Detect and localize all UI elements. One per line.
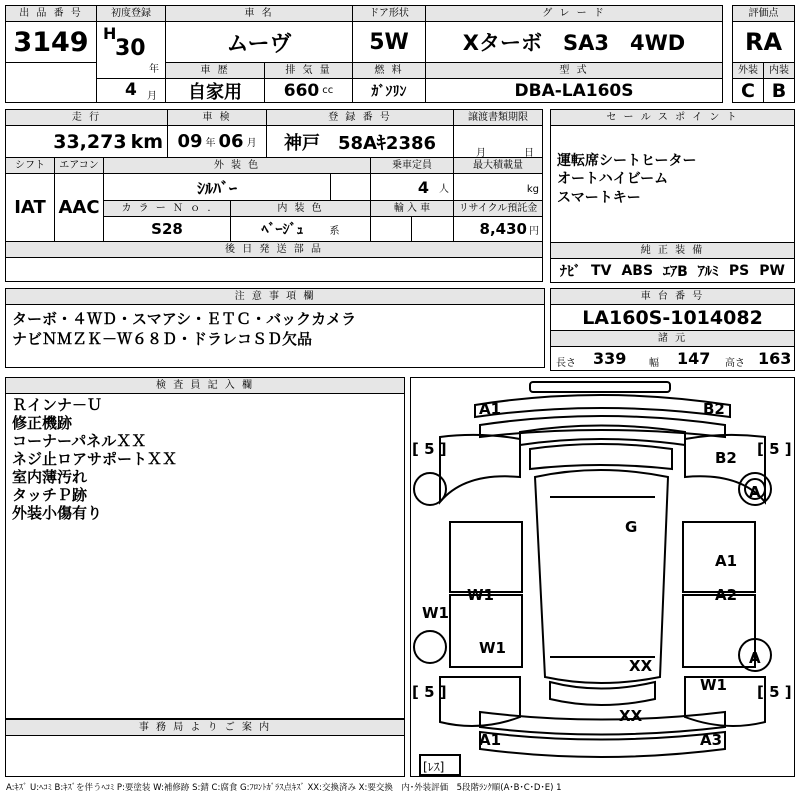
interior-grade: B xyxy=(763,78,795,103)
mark-g-glass: G xyxy=(625,518,638,536)
transfer-month: 月 xyxy=(476,148,486,158)
outline-rear-bumper xyxy=(480,712,725,735)
month-unit: 月 xyxy=(147,91,157,102)
fuel-label: 燃 料 xyxy=(352,62,426,79)
outline-windshield xyxy=(530,444,672,469)
sales-point: オートハイビーム xyxy=(557,171,669,188)
mark-a-right-front: A xyxy=(749,483,761,501)
insp-year: 09 xyxy=(177,131,203,152)
outline-front-bumper xyxy=(475,395,730,417)
height: 163 xyxy=(758,349,792,368)
import-cell-2 xyxy=(411,216,454,242)
reg-year: 30 xyxy=(115,36,146,61)
inspection-cell xyxy=(167,125,267,158)
notes-label: 注 意 事 項 欄 xyxy=(5,288,545,305)
insp-year-unit: 年 xyxy=(205,138,216,149)
car-diagram xyxy=(410,377,795,777)
recycle-label: リサイクル預託金 xyxy=(453,200,543,217)
sales-point: スマートキー xyxy=(557,189,641,206)
mark-w1-left-side: W1 xyxy=(422,604,449,622)
history-label: 車 歴 xyxy=(165,62,265,79)
bracket-bottom-left: [ 5 ] xyxy=(412,683,447,701)
outline-right-rear-door xyxy=(683,595,755,667)
year-unit: 年 xyxy=(149,64,159,75)
outline-front-left-fender xyxy=(440,435,520,502)
car-name-label: 車 名 xyxy=(165,5,353,22)
int-color-label: 内 装 色 xyxy=(230,200,371,217)
load-unit: kg xyxy=(526,184,539,195)
reg-number: 神戸 58Aｷ2386 xyxy=(266,125,454,158)
color-label: 外 装 色 xyxy=(103,157,371,174)
door-label: ドア形状 xyxy=(352,5,426,22)
note-line: ターボ・４ＷＤ・スマアシ・ＥＴＣ・バックカメラ xyxy=(12,310,357,328)
color-no-label: カ ラ ー Ｎ ｏ . xyxy=(103,200,231,217)
dims-cell xyxy=(550,346,795,371)
genuine-label: 純 正 装 備 xyxy=(550,242,795,259)
width: 147 xyxy=(677,349,711,368)
transfer-cell xyxy=(453,125,543,158)
wheel-rear-left xyxy=(414,631,446,663)
outline-left-front-door xyxy=(450,522,522,592)
transfer-day: 日 xyxy=(524,148,534,158)
inspector-label: 検 査 員 記 入 欄 xyxy=(5,377,405,394)
model: DBA-LA160S xyxy=(425,78,723,103)
transfer-label: 譲渡書類期限 xyxy=(453,109,543,126)
door-type: 5W xyxy=(352,21,426,63)
int-color-cell xyxy=(230,216,371,242)
outline-rear-hatch xyxy=(550,682,655,705)
genuine-item: ABS xyxy=(621,262,654,279)
mark-a2-right: A2 xyxy=(715,586,738,604)
ac: AAC xyxy=(54,173,104,242)
mark-w1-right-rear: W1 xyxy=(700,676,727,694)
mark-b2-front: B2 xyxy=(703,400,725,418)
int-color-unit: 系 xyxy=(329,225,340,237)
mark-xx-bumper: XX xyxy=(619,707,643,725)
load-label: 最大積載量 xyxy=(453,157,543,174)
genuine-item: PS xyxy=(728,262,750,279)
capacity-unit: 人 xyxy=(439,183,449,195)
later-parts-label: 後 日 発 送 部 品 xyxy=(5,241,543,258)
outline-top-bar xyxy=(530,382,670,392)
era-text: H xyxy=(103,24,117,43)
mark-a1-rear: A1 xyxy=(479,731,502,749)
length: 339 xyxy=(593,349,627,368)
lot-label: 出 品 番 号 xyxy=(5,5,97,22)
genuine-items xyxy=(550,258,795,283)
history: 自家用 xyxy=(165,78,265,103)
mark-a-right-rear: A xyxy=(749,649,761,667)
lot-blank xyxy=(5,62,97,103)
mark-w1-left: W1 xyxy=(467,586,494,604)
fuel: ｶﾞｿﾘﾝ xyxy=(352,78,426,103)
displacement-label: 排 気 量 xyxy=(264,62,353,79)
first-reg-label: 初度登録 xyxy=(96,5,166,22)
remark-line: ネジ止ロアサポートＸＸ xyxy=(12,450,178,468)
chassis-label: 車 台 番 号 xyxy=(550,288,795,305)
inspector-remarks xyxy=(5,393,405,719)
mark-xx-rear: XX xyxy=(629,657,653,675)
displacement-unit: cc xyxy=(322,85,334,96)
insp-month-unit: 月 xyxy=(246,138,257,149)
score-label: 評価点 xyxy=(732,5,795,22)
int-color: ﾍﾞｰｼﾞｭ xyxy=(261,222,304,238)
length-label: 長さ xyxy=(556,358,576,369)
mark-b2-fender: B2 xyxy=(715,449,737,467)
shift-label: シフト xyxy=(5,157,55,174)
outline-rear-bumper-lower xyxy=(480,732,725,757)
reg-month: 4 xyxy=(125,80,137,100)
genuine-item: ｱﾙﾐ xyxy=(697,263,719,280)
lot-number: 3149 xyxy=(5,21,97,63)
dims-label: 諸 元 xyxy=(550,330,795,347)
bracket-top-left: [ 5 ] xyxy=(412,440,447,458)
inspection-label: 車 検 xyxy=(167,109,267,126)
grade: Xターボ SA3 4WD xyxy=(425,21,723,63)
width-label: 幅 xyxy=(649,358,659,369)
mark-a1-right: A1 xyxy=(715,552,738,570)
mileage-cell xyxy=(5,125,168,158)
capacity: 4 xyxy=(417,177,429,197)
sales-point: 運転席シートヒーター xyxy=(557,153,697,169)
height-label: 高さ xyxy=(725,358,745,369)
genuine-item: ﾅﾋﾞ xyxy=(560,263,582,280)
interior-label: 内装 xyxy=(763,62,795,79)
later-parts xyxy=(5,257,543,282)
ac-label: エアコン xyxy=(54,157,104,174)
sales-points-label: セ ー ル ス ポ イ ン ト xyxy=(550,109,795,126)
chassis-number: LA160S-1014082 xyxy=(550,304,795,331)
mileage: 33,273 xyxy=(53,130,127,153)
mileage-unit: km xyxy=(130,130,163,153)
recycle-cell xyxy=(453,216,543,242)
displacement-cell xyxy=(264,78,353,103)
import-label: 輸 入 車 xyxy=(370,200,454,217)
bracket-top-right: [ 5 ] xyxy=(757,440,792,458)
recycle-unit: 円 xyxy=(529,225,539,237)
import-cell xyxy=(370,216,412,242)
capacity-cell xyxy=(370,173,454,201)
outline-body xyxy=(535,470,668,683)
notes xyxy=(5,304,545,368)
remark-line: 外装小傷有り xyxy=(12,504,103,522)
genuine-item: ｴｱB xyxy=(663,263,688,280)
genuine-item: PW xyxy=(759,262,785,279)
color-blank xyxy=(330,173,371,201)
remark-line: コーナーパネルＸＸ xyxy=(12,432,147,450)
car-name: ムーヴ xyxy=(165,21,353,63)
remark-line: 室内薄汚れ xyxy=(12,468,88,486)
shift: IAT xyxy=(5,173,55,242)
first-reg-month-cell xyxy=(96,78,166,103)
rest-label: [ﾚｽ] xyxy=(423,760,445,774)
load-cell xyxy=(453,173,543,201)
mark-a3-rear: A3 xyxy=(700,731,723,749)
remark-line: Ｒインナ－Ｕ xyxy=(12,396,103,414)
mileage-label: 走 行 xyxy=(5,109,168,126)
outline-hood xyxy=(520,426,685,446)
grade-label: グ レ ー ド xyxy=(425,5,723,22)
score: RA xyxy=(732,21,795,63)
genuine-item: TV xyxy=(591,262,612,279)
model-label: 型 式 xyxy=(425,62,723,79)
sales-points xyxy=(550,125,795,243)
bracket-bottom-right: [ 5 ] xyxy=(757,683,792,701)
legend: A:ｷｽﾞ U:ﾍｺﾐ B:ｷｽﾞを伴うﾍｺﾐ P:要塗装 W:補修跡 S:錆 C:腐食 G:ﾌﾛﾝﾄｶﾞﾗｽ点ｷｽﾞ XX:交換済み X:要交換 内･外装評価 5段階ﾗﾝｸ順(A･B･C･D･E) 1 xyxy=(6,783,562,793)
mark-a1-front: A1 xyxy=(479,400,502,418)
recycle: 8,430 xyxy=(479,220,527,238)
note-line: ナビＮＭＺＫ－Ｗ６８Ｄ・ドラレコＳＤ欠品 xyxy=(12,330,313,349)
mark-w1-left-rear: W1 xyxy=(479,639,506,657)
exterior-label: 外装 xyxy=(732,62,764,79)
capacity-label: 乗車定員 xyxy=(370,157,454,174)
first-reg-year-cell xyxy=(96,21,166,79)
exterior-grade: C xyxy=(732,78,764,103)
color: ｼﾙﾊﾞｰ xyxy=(103,173,331,201)
displacement: 660 xyxy=(283,80,320,101)
color-no: S28 xyxy=(103,216,231,242)
remark-line: 修正機跡 xyxy=(12,414,73,432)
remark-line: タッチＰ跡 xyxy=(12,486,88,504)
office-notes xyxy=(5,735,405,777)
office-label: 事 務 局 よ り ご 案 内 xyxy=(5,719,405,736)
insp-month: 06 xyxy=(218,131,244,152)
wheel-front-left xyxy=(414,473,446,505)
reg-number-label: 登 録 番 号 xyxy=(266,109,454,126)
